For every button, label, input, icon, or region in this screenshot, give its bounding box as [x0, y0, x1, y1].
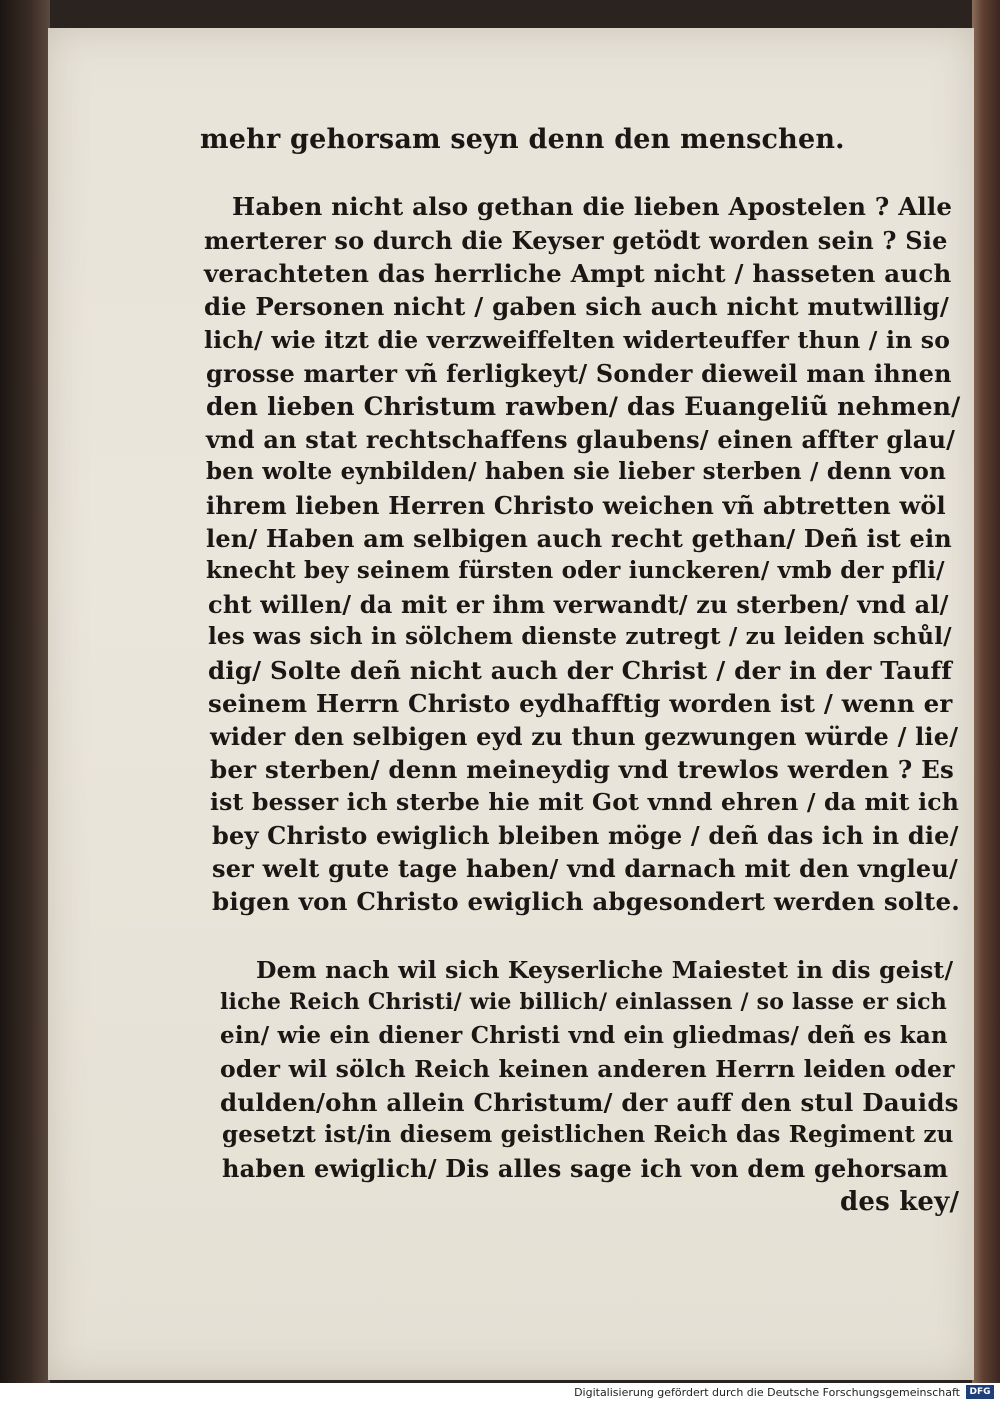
text-line: vnd an stat rechtschaffens glaubens/ einen affter glau/	[206, 425, 956, 454]
text-line: wider den selbigen eyd zu thun gezwungen würde / lie/	[210, 722, 959, 751]
text-line: les was sich in sölchem dienste zutregt / zu leiden schůl/	[208, 623, 952, 650]
text-line: Haben nicht also gethan die lieben Apostelen ? Alle	[232, 192, 953, 221]
text-line: verachteten das herrliche Ampt nicht / hasseten auch	[204, 259, 952, 288]
funding-note: Digitalisierung gefördert durch die Deutsche Forschungsgemeinschaft	[574, 1386, 960, 1399]
text-line: ser welt gute tage haben/ vnd darnach mit den vngleu/	[212, 854, 958, 883]
text-line: Dem nach wil sich Keyserliche Maiestet in dis geist/	[256, 956, 954, 984]
text-line: den lieben Christum rawben/ das Euangeliũ nehmen/	[206, 392, 961, 421]
text-line: len/ Haben am selbigen auch recht gethan/ Deñ ist ein	[206, 524, 952, 553]
text-line: grosse marter vñ ferligkeyt/ Sonder dieweil man ihnen	[206, 359, 952, 388]
text-line: liche Reich Christi/ wie billich/ einlassen / so lasse er sich	[220, 989, 947, 1015]
text-line: gesetzt ist/in diesem geistlichen Reich das Regiment zu	[222, 1121, 954, 1148]
text-line: ihrem lieben Herren Christo weichen vñ abtretten wöl	[206, 491, 946, 520]
text-line: dig/ Solte deñ nicht auch der Christ / der in der Tauff	[208, 656, 952, 685]
book-edge-left	[0, 0, 50, 1383]
text-line: bey Christo ewiglich bleiben möge / deñ das ich in die/	[212, 821, 959, 850]
book-edge-right	[972, 0, 1000, 1383]
text-line: ist besser ich sterbe hie mit Got vnnd ehren / da mit ich	[210, 788, 960, 816]
dfg-logo: DFG	[966, 1385, 994, 1399]
text-line: merterer so durch die Keyser getödt worden sein ? Sie	[204, 226, 948, 255]
text-line: oder wil sölch Reich keinen anderen Herrn leiden oder	[220, 1055, 955, 1083]
text-line: die Personen nicht / gaben sich auch nicht mutwillig/	[204, 292, 949, 321]
text-line: bigen von Christo ewiglich abgesondert werden solte.	[212, 887, 960, 916]
text-line: dulden/ohn allein Christum/ der auff den stul Dauids	[220, 1088, 959, 1117]
text-line: ber sterben/ denn meineydig vnd trewlos werden ? Es	[210, 755, 954, 784]
text-line: ein/ wie ein diener Christi vnd ein gliedmas/ deñ es kan	[220, 1022, 948, 1049]
text-line: seinem Herrn Christo eydhafftig worden ist / wenn er	[208, 689, 953, 718]
text-line: knecht bey seinem fürsten oder iunckeren/ vmb der pfli/	[206, 557, 945, 584]
catchword: des key/	[840, 1187, 960, 1217]
text-line: cht willen/ da mit er ihm verwandt/ zu sterben/ vnd al/	[208, 590, 949, 619]
footer	[0, 1383, 1000, 1403]
text-line: ben wolte eynbilden/ haben sie lieber sterben / denn von	[206, 458, 947, 485]
text-line: haben ewiglich/ Dis alles sage ich von dem gehorsam	[222, 1154, 949, 1183]
text-line: lich/ wie itzt die verzweiffelten widerteuffer thun / in so	[204, 326, 951, 354]
text-line: mehr gehorsam seyn denn den menschen.	[200, 124, 845, 155]
